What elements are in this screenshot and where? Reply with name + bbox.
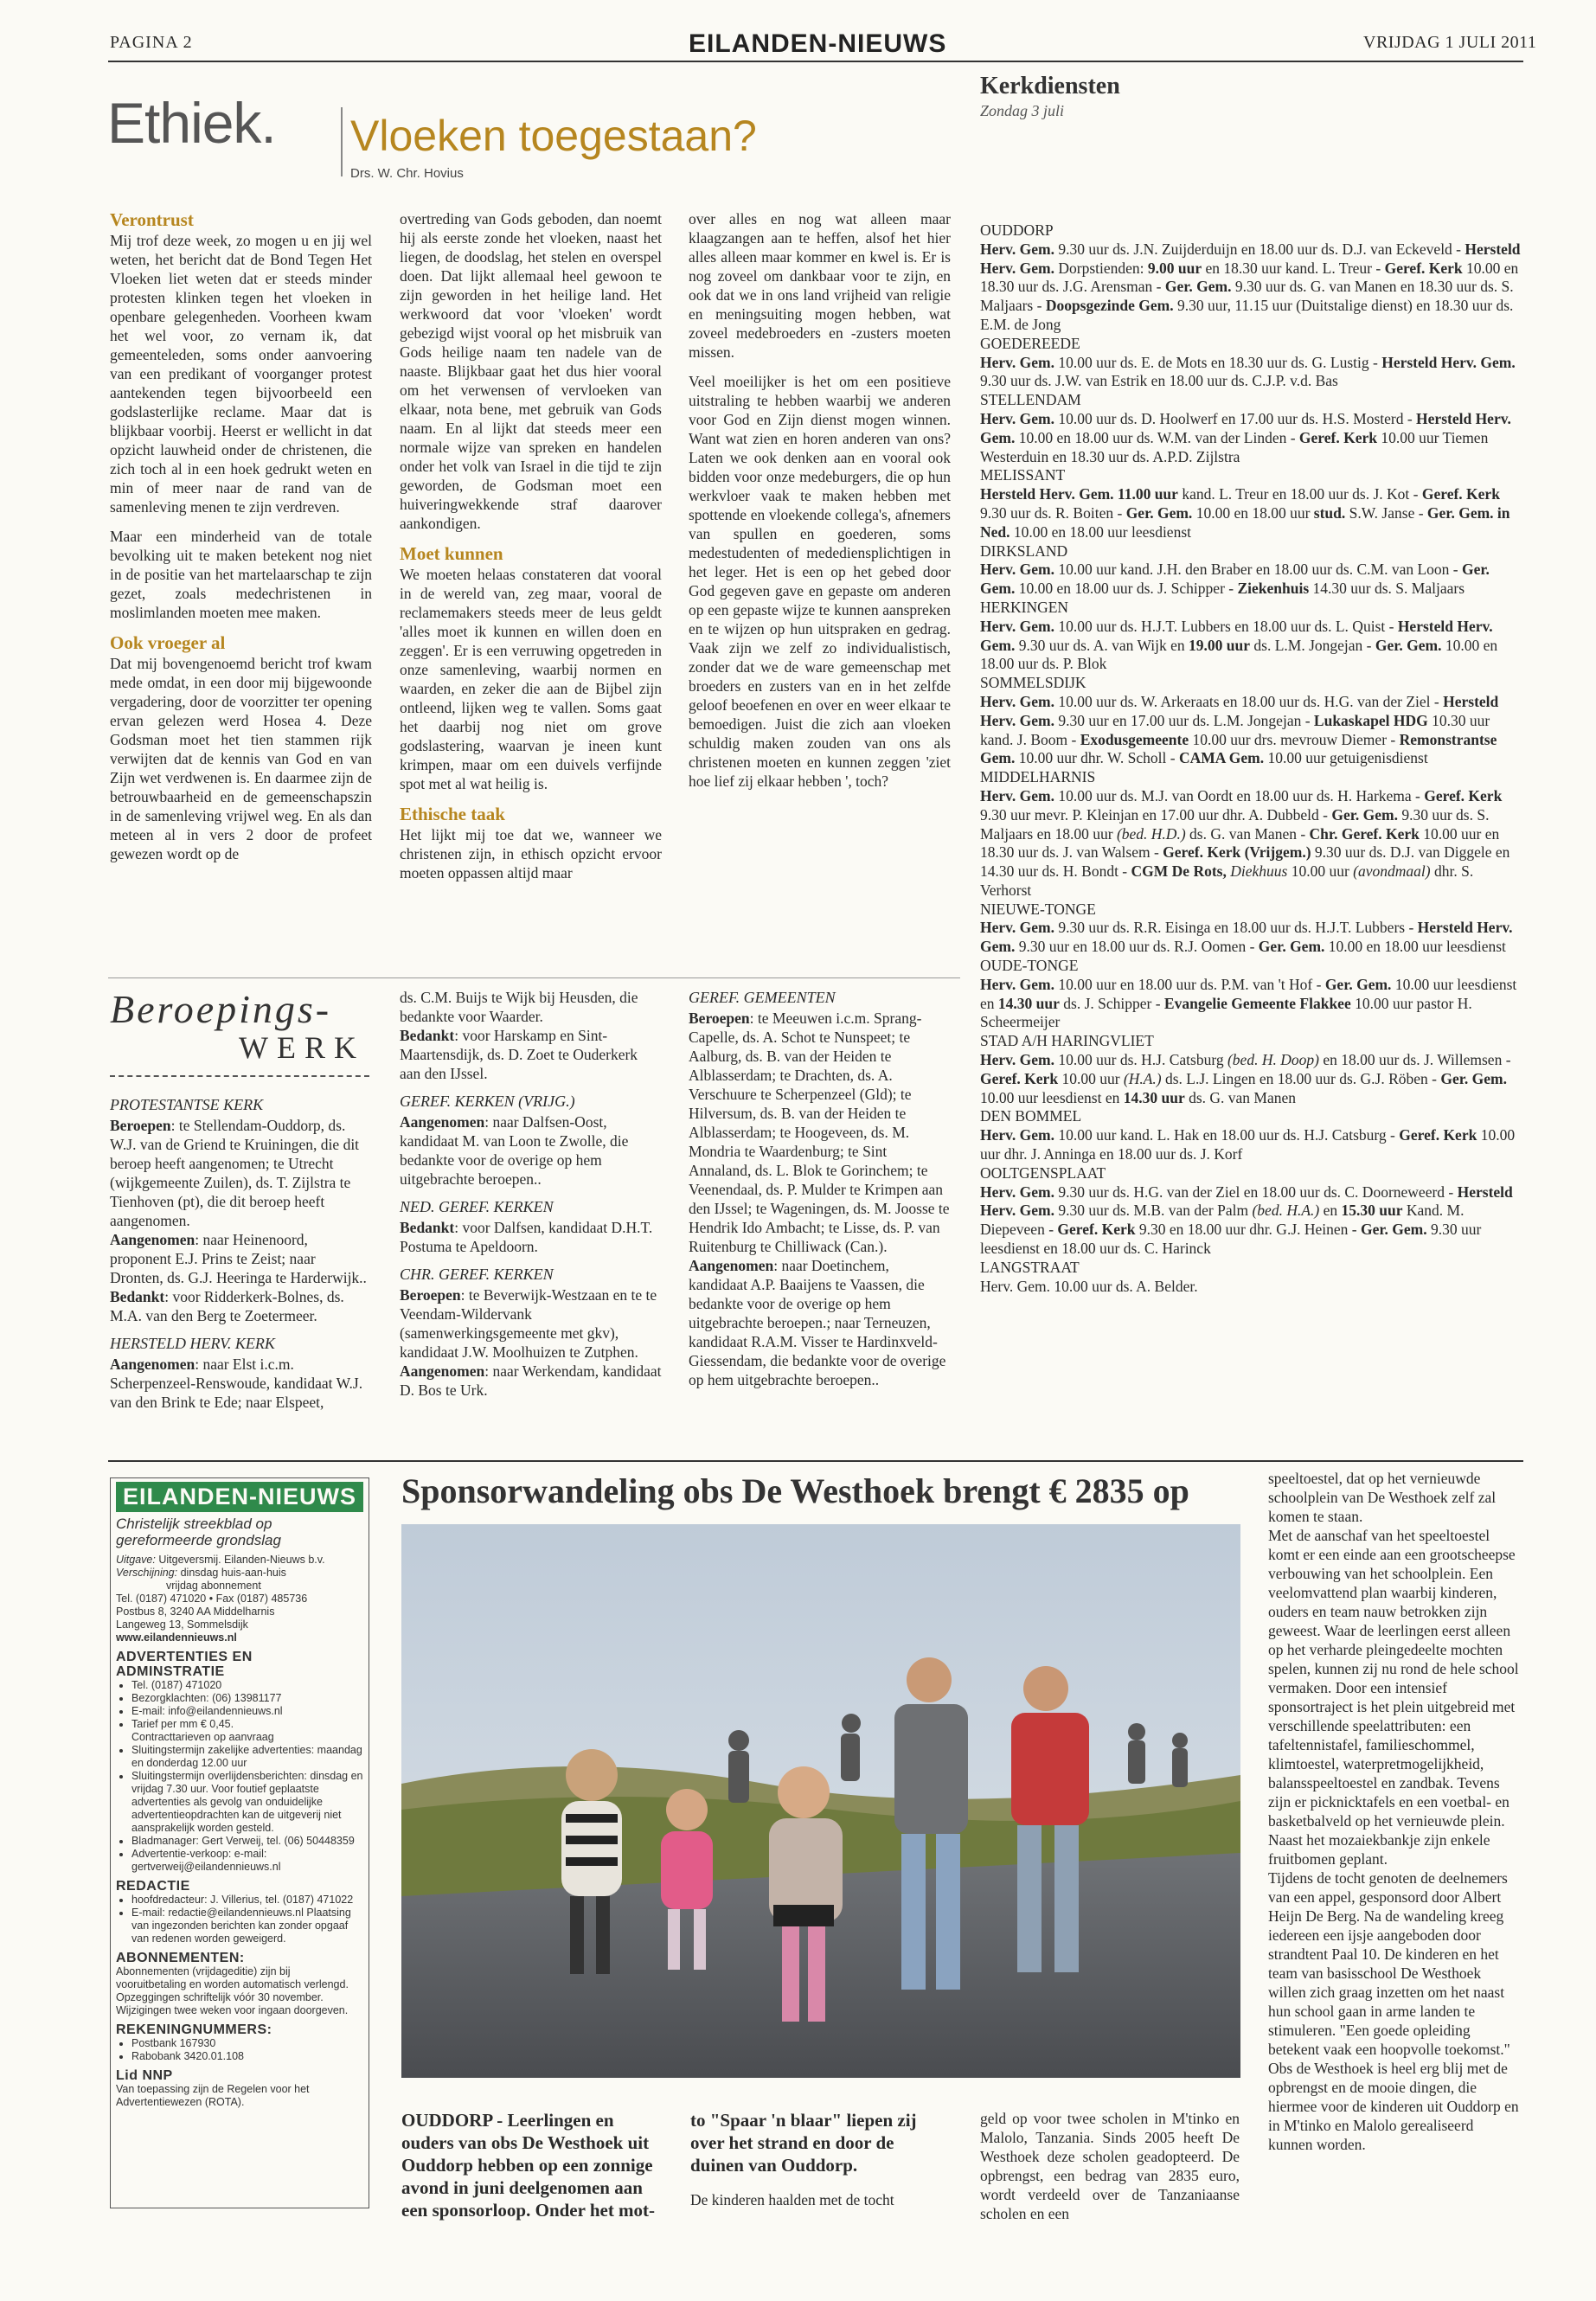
service-text: Kand. M. Diepeveen -	[980, 1202, 1465, 1239]
service-church: Lukaskapel HDG	[1313, 711, 1428, 729]
service-church: Geref. Kerk	[1424, 786, 1503, 804]
kerkdiensten-date: Zondag 3 juli	[980, 102, 1065, 119]
redactie-heading: REDACTIE	[116, 1879, 190, 1894]
service-text: 10.00 uur ds. E. de Mots en 18.30 uur ds. G. Lustig -	[1054, 353, 1382, 371]
kerk-services	[980, 354, 1522, 392]
service-text: STAD A/H HARINGVLIET	[980, 1032, 1154, 1050]
beroeping-entry	[400, 988, 662, 1026]
beroeping-text: : naar Dalfsen-Oost, kandidaat M. van Loon te Zwolle, die bedankte voor de overige op hem uitgebrachte beroepen..	[400, 1113, 629, 1188]
service-church: Geref. Kerk (Vrijgem.)	[1163, 843, 1311, 862]
redactie-item: • hoofdredacteur: J. Villerius, tel. (0187) 471022	[131, 1894, 363, 1907]
beroeping-entry	[110, 1355, 372, 1412]
service-text: 9.30 uur en 17.00 uur ds. L.M. Jongejan -	[1054, 711, 1314, 729]
kerk-place	[980, 335, 1522, 354]
service-text: 10.00 uur pastor H. Scheermeijer	[980, 994, 1472, 1031]
ethiek-bottom-rule	[108, 977, 960, 978]
service-text: 9.30 uur ds. G. van Manen en 18.30 uur ds. S. Maljaars -	[980, 278, 1514, 315]
colophon-box	[110, 1477, 369, 2208]
kerk-services	[980, 618, 1522, 674]
beroeping-label: Bedankt	[400, 1027, 455, 1044]
beroeping-entry	[400, 1026, 662, 1083]
service-text: DEN BOMMEL	[980, 1107, 1082, 1125]
service-text: OUDDORP	[980, 221, 1054, 239]
sponsor-body-start: De kinderen haalden met de tocht	[690, 2191, 894, 2208]
service-text: 9.30 uur ds. M.B. van der Palm	[1054, 1202, 1253, 1220]
service-church: Ger. Gem.	[980, 561, 1490, 598]
beroeping-label: Bedankt	[110, 1288, 165, 1305]
beroeping-text: : naar Elst i.c.m. Scherpenzeel-Renswoude, kandidaat W.J. van den Brink te Ede; naar Elspeet,	[110, 1356, 363, 1411]
beroeping-label: Beroepen	[400, 1286, 461, 1304]
service-text: 9.30 en 18.00 uur dhr. G.J. Heinen -	[1135, 1221, 1361, 1239]
kerk-services	[980, 976, 1522, 1032]
verschijning: Verschijning: dinsdag huis-aan-huis	[116, 1567, 286, 1579]
service-text: 9.30 uur ds. R. Boiten -	[980, 503, 1126, 522]
adv-item: • Tel. (0187) 471020	[131, 1679, 363, 1692]
service-text: 10.00 uur dhr. J. Anninga en 18.00 uur ds. J. Korf	[980, 1126, 1516, 1163]
service-text: 10.00 en 18.00 uur	[1192, 503, 1314, 522]
ethiek-subheading: Ethische taak	[400, 804, 505, 824]
service-text: 10.00 uur Tiemen Westerduin en 18.30 uur ds. A.P.D. Zijlstra	[980, 428, 1489, 465]
sponsor-column-4	[1268, 1469, 1521, 2154]
service-text: NIEUWE-TONGE	[980, 900, 1096, 918]
kerk-place	[980, 599, 1522, 618]
service-church: Ziekenhuis	[1237, 580, 1310, 598]
page-number: PAGINA 2	[110, 33, 193, 52]
service-text: 10.00 uur ds. W. Arkeraats en 18.00 uur ds. H.G. van der Ziel -	[1054, 692, 1444, 710]
service-text: 10.00 uur ds. M.J. van Oordt en 18.00 uur ds. H. Harkema -	[1054, 786, 1425, 804]
service-text: SOMMELSDIJK	[980, 674, 1086, 692]
beroeping-label: Bedankt	[400, 1219, 455, 1236]
ethiek-subheading: Ook vroeger al	[110, 632, 226, 653]
service-church: 14.30 uur	[1123, 1088, 1185, 1106]
church-heading: NED. GEREF. KERKEN	[400, 1198, 554, 1215]
service-text: en 18.00 uur ds. J. Willemsen -	[1318, 1051, 1511, 1069]
service-text: 10.00 uur leesdienst en	[980, 975, 1517, 1012]
service-text: 10.00 en 18.30 uur ds. J.G. Arensman -	[980, 259, 1519, 296]
service-text: 10.00 uur kand. J.H. den Braber en 18.00 uur ds. C.M. van Loon -	[1054, 561, 1462, 579]
service-text: LANGSTRAAT	[980, 1258, 1080, 1276]
title-divider	[341, 107, 343, 176]
article-author: Drs. W. Chr. Hovius	[350, 166, 464, 181]
adv-item: • E-mail: info@eilandennieuws.nl	[131, 1705, 363, 1718]
service-text: ds. G. van Manen -	[1185, 824, 1310, 843]
kerk-services	[980, 1126, 1522, 1164]
service-church: Herv. Gem.	[980, 1126, 1055, 1144]
service-church: Herv. Gem.	[980, 786, 1055, 804]
service-text: OUDE-TONGE	[980, 957, 1079, 975]
beroeping-entry	[400, 1362, 662, 1400]
kerk-services	[980, 485, 1522, 542]
service-church: 9.00 uur	[1147, 259, 1202, 277]
service-church: Geref. Kerk	[1057, 1221, 1136, 1239]
beroeping-text: : voor Harskamp en Sint-Maartensdijk, ds. D. Zoet te Ouderkerk aan den IJssel.	[400, 1027, 638, 1082]
sponsor-paragraph: Obs de Westhoek is heel erg blij met de opbrengst en de mooie dingen, die hiermee voor de kinderen uit Ouddorp en in M'tinko en Malolo gerealiseerd kunnen worden.	[1268, 2060, 1519, 2153]
service-text: 10.00 uur en 18.30 uur ds. J. van Walsem -	[980, 824, 1500, 862]
beroeping-entry	[400, 1285, 662, 1362]
service-text: 10.00 uur en 18.00 uur ds. P.M. van 't Hof -	[1054, 975, 1325, 993]
kerk-place	[980, 1259, 1522, 1278]
service-church: CGM De Rots,	[1131, 862, 1227, 881]
sponsor-paragraph: Tijdens de tocht genoten de deelnemers van een appel, gesponsord door Albert Heijn De Berg. Na de wandeling kreeg iedereen een ijsje aangeboden door strandtent Paal 10. De kinderen en het team van basisschool De Westhoek willen zich graag inzetten om het naast hun school gaan in arme landen te stimuleren. "Een goede opleiding betekent vaak een hoopvolle toekomst."	[1268, 1869, 1510, 2058]
beroeping-label: Aangenomen	[400, 1362, 485, 1380]
service-text: ds. G. van Manen	[1184, 1088, 1297, 1106]
tagline-line-2: gereformeerde grondslag	[116, 1532, 281, 1548]
colophon-details	[116, 1554, 363, 2109]
service-church: Herv. Gem.	[980, 409, 1055, 427]
beroeping-text: : te Beverwijk-Westzaan en te te Veendam-Wildervank (samenwerkingsgemeente met gkv), kandidaat J.W. Moolhuizen te Zutphen.	[400, 1286, 657, 1361]
service-text: en	[1319, 1202, 1342, 1220]
beroeping-label: Aangenomen	[400, 1113, 485, 1131]
beroeping-column-2	[400, 988, 662, 1400]
adv-item: • Advertentie-verkoop: e-mail: gertverweij@eilandennieuws.nl	[131, 1848, 363, 1874]
service-text: 9.30 uur ds. D.J. van Diggele en 14.30 uur ds. H. Bondt -	[980, 843, 1510, 881]
beroeping-label: Beroepen	[110, 1117, 171, 1134]
service-text: MELISSANT	[980, 466, 1066, 484]
service-text: 14.30 uur ds. S. Maljaars	[1309, 580, 1465, 598]
service-church: Hersteld Herv. Gem.	[980, 692, 1499, 729]
service-church: Hersteld Herv. Gem. 11.00 uur	[980, 485, 1178, 503]
service-church: 15.30 uur	[1341, 1202, 1403, 1220]
service-text: 9.30 uur ds. H.G. van der Ziel en 18.00 uur ds. C. Doorneweerd -	[1054, 1183, 1458, 1201]
rekening-list	[116, 2037, 363, 2063]
adv-list	[116, 1679, 363, 1874]
beroeping-label: Aangenomen	[110, 1356, 195, 1373]
beroeping-entry	[110, 1230, 372, 1287]
service-church: Herv. Gem.	[980, 353, 1055, 371]
verschijning-2: vrijdag abonnement	[166, 1580, 261, 1592]
beroeping-entry	[400, 1112, 662, 1189]
redactie-list	[116, 1894, 363, 1945]
service-text: 10.00 uur	[1058, 1069, 1124, 1087]
kerk-services	[980, 240, 1522, 335]
service-text: ds. L.M. Jongejan -	[1250, 636, 1375, 654]
service-text: Herv. Gem. 10.00 uur ds. A. Belder.	[980, 1277, 1198, 1295]
beroeping-text: : naar Doetinchem, kandidaat A.P. Baaijens te Vaassen, die bedankte voor de overige op hem uitgebrachte beroepen.; naar Terneuzen, kandidaat R.A.M. Visser te Hardinxveld-Giessendam, die bedankte voor de overige op hem uitgebrachte beroepen..	[689, 1257, 946, 1388]
phone-fax: Tel. (0187) 471020 • Fax (0187) 485736	[116, 1593, 308, 1605]
sponsor-paragraph: speeltoestel, dat op het vernieuwde schoolplein van De Westhoek zelf zal komen te staan.	[1268, 1470, 1497, 1525]
abonnementen-heading: ABONNEMENTEN:	[116, 1951, 245, 1965]
kerk-place	[980, 901, 1522, 920]
service-text: 10.00 en 18.00 uur leesdienst	[1324, 938, 1506, 956]
service-church: Geref. Kerk	[1298, 428, 1377, 446]
service-text: MIDDELHARNIS	[980, 768, 1096, 786]
kerk-services	[980, 919, 1522, 957]
beroeping-text: : naar Werkendam, kandidaat D. Bos te Urk.	[400, 1362, 662, 1399]
adv-item: • Sluitingstermijn overlijdensberichten: dinsdag en vrijdag 7.30 uur. Voor foutief geplaatste advertenties als gevolg van onduidelijke advertentieopdrachten kan de uitgeverij niet aansprakelijk worden gesteld.	[131, 1770, 363, 1835]
service-church: 19.00 uur	[1189, 636, 1251, 654]
abonnementen-text: Abonnementen (vrijdageditie) zijn bij vooruitbetaling en worden automatisch verlengd. Opzeggingen schriftelijk vóór 30 november. Wijzigingen twee weken voor ingaan doorgeven.	[116, 1965, 349, 2016]
colophon-logo: EILANDEN-NIEUWS	[116, 1482, 363, 1512]
beroeping-entry	[110, 1116, 372, 1230]
beroeping-text: : voor Ridderkerk-Bolnes, ds. M.A. van den Berg te Zoetermeer.	[110, 1288, 344, 1324]
service-church: Geref. Kerk	[1399, 1126, 1477, 1144]
church-heading: GEREF. KERKEN (VRIJG.)	[400, 1093, 575, 1110]
ethiek-subheading: Moet kunnen	[400, 543, 503, 564]
adv-contract-note: Contracttarieven op aanvraag	[131, 1731, 274, 1743]
service-text: 10.00 uur ds. D. Hoolwerf en 17.00 uur ds. H.S. Mosterd -	[1054, 409, 1417, 427]
beroepingswerk-title-werk: WERK	[239, 1030, 365, 1065]
service-church: Hersteld Herv. Gem.	[980, 1183, 1513, 1220]
beroeping-column-3	[689, 979, 951, 1389]
church-heading: PROTESTANTSE KERK	[110, 1096, 264, 1113]
ethiek-subheading: Verontrust	[110, 209, 194, 230]
service-text: kand. L. Treur en 18.00 uur ds. J. Kot -	[1177, 485, 1422, 503]
beroepingswerk-dash	[110, 1075, 369, 1077]
kerk-services	[980, 1278, 1522, 1297]
issue-date: VRIJDAG 1 JULI 2011	[1363, 33, 1537, 52]
website[interactable]: www.eilandennieuws.nl	[116, 1631, 237, 1644]
service-church: Ger. Gem.	[1375, 636, 1442, 654]
service-text: S.W. Janse -	[1345, 503, 1427, 522]
service-text: DIRKSLAND	[980, 542, 1068, 560]
service-church: Geref. Kerk	[1421, 485, 1500, 503]
church-heading: CHR. GEREF. KERKEN	[400, 1266, 554, 1283]
service-text: 10.00 uur ds. H.J.T. Lubbers en 18.00 uur ds. L. Quist -	[1054, 617, 1398, 635]
sponsor-photo	[401, 1524, 1240, 2078]
service-church: 14.30 uur	[997, 994, 1060, 1012]
beroeping-label: Aangenomen	[110, 1231, 195, 1248]
postbus: Postbus 8, 3240 AA Middelharnis	[116, 1606, 275, 1618]
service-church: Evangelie Gemeente Flakkee	[1163, 994, 1351, 1012]
sponsor-headline: Sponsorwandeling obs De Westhoek brengt € 2835 op	[401, 1471, 1189, 1510]
service-text: 9.30 uur leesdienst en 18.00 uur ds. C. Harinck	[980, 1221, 1482, 1258]
kerk-services	[980, 410, 1522, 466]
service-church: Remonstrantse Gem.	[980, 730, 1497, 767]
service-text: GOEDEREEDE	[980, 334, 1080, 352]
service-church: Doopsgezinde Gem.	[1045, 297, 1174, 315]
service-text: Dorpstienden:	[1054, 259, 1148, 277]
service-church: Ger. Gem.	[1125, 503, 1193, 522]
kerkdiensten-list	[980, 221, 1522, 1296]
service-church: Ger. Gem.	[1361, 1221, 1427, 1239]
kerk-place	[980, 1164, 1522, 1183]
church-heading: GEREF. GEMEENTEN	[689, 989, 836, 1006]
service-note: (H.A.)	[1123, 1069, 1162, 1087]
rekening-item: • Postbank 167930	[131, 2037, 363, 2050]
service-text: ds. L.J. Lingen en 18.00 uur ds. G.J. Röben -	[1161, 1069, 1441, 1087]
kerk-services	[980, 787, 1522, 901]
service-text: 10.00 uur getuigenisdienst	[1264, 749, 1428, 767]
kerk-place	[980, 768, 1522, 787]
sponsor-paragraph: Met de aanschaf van het speeltoestel komt er een einde aan een grootscheepse verbouwing van het schoolplein. Een veelomvattend plan waarbij kinderen, ouders en team nauw betrokken zijn geweest. Waar de leerlingen eerst alleen op het verharde pleingedeelte mochten spelen, kunnen zij nu rond de hele school vermaken. Door een intensief sponsortraject is het plein uitgebreid met verschillende speelattributen: een tafeltennistafel, familieschommel, klimtoestel, waterpretmogelijkheid, balansspeeltoestel en zandbak. Tevens zijn er picknicktafels en een voetbal- en basketbalveld op het vernieuwde plein. Naast het mozaiekbankje zijn enkele fruitbomen geplant.	[1268, 1527, 1519, 1868]
service-note: Diekhuus	[1226, 862, 1288, 881]
service-text: 10.00 uur kand. L. Hak en 18.00 uur ds. H.J. Catsburg -	[1054, 1126, 1400, 1144]
ethiek-paragraph: Mij trof deze week, zo mogen u en jij wel weten, het bericht dat de Bond Tegen Het Vloeken liet weten dat er steeds minder protesten klinken tegen het vloeken in openbare gelegenheden. Voorheen kwam het wel voor, zo vernam ik, dat gemeenteleden, soms onder aanvoering van een predikant of voorganger protest aantekenden tegen bijvoorbeeld een godslasterlijke reclame. Maar dat is blijkbaar voorbij. Heerst er wellicht in dat opzicht lauwheid onder de christenen, die zich toch al in een hoek gedrukt weten en min of meer naar de rand van de samenleving menen te zijn verdreven.	[110, 232, 372, 516]
ethiek-column-3	[689, 209, 951, 801]
section-title-ethiek: Ethiek.	[107, 91, 276, 155]
ethiek-paragraph: We moeten helaas constateren dat vooral in de wereld van, zeg maar, vooral de reclamemakers steeds meer de leus geldt 'alles moet ik kunnen en willen doen en zeggen'. Er is een verruwing opgetreden in onze samenleving, waarbij normen en waarden, en zeker die aan de Bijbel zijn ontleend, lijken weg te vallen. Soms gaat het daarbij nog niet om grove godslastering, waarvan je ineen kunt krimpen, maar om een duivels verfijnde spot met al wat heilig is.	[400, 566, 662, 792]
beroeping-label: Beroepen	[689, 1009, 750, 1027]
service-text: 9.30 uur ds. R.R. Eisinga en 18.00 uur ds. H.J.T. Lubbers -	[1054, 919, 1418, 937]
adv-item: • Tarief per mm € 0,45. Contracttarieven op aanvraag	[131, 1718, 363, 1744]
service-note: (bed. H.A.)	[1252, 1202, 1320, 1220]
uitgave: Uitgave: Uitgeversmij. Eilanden-Nieuws b.v.	[116, 1554, 325, 1566]
service-text: dhr. S. Verhorst	[980, 862, 1474, 899]
beroeping-text: : te Stellendam-Ouddorp, ds. W.J. van de Griend te Kruiningen, die dit beroep heeft aangenomen; te Utrecht (wijkgemeente Zuilen), ds. T. Zijlstra te Tienhoven (pt), die dit beroep heeft aangenomen.	[110, 1117, 360, 1229]
service-text: 9.30 uur ds. J.N. Zuijderduijn en 18.00 uur ds. D.J. van Eckeveld -	[1054, 240, 1465, 258]
beroeping-entry	[400, 1218, 662, 1256]
ethiek-column-2	[400, 209, 662, 893]
kerk-services	[980, 1183, 1522, 1259]
service-church: stud.	[1313, 503, 1346, 522]
service-church: Herv. Gem.	[980, 240, 1055, 258]
service-church: Ger. Gem.	[1258, 938, 1325, 956]
service-note: (avondmaal)	[1353, 862, 1431, 881]
adv-item: • Sluitingstermijn zakelijke advertenties: maandag en donderdag 12.00 uur	[131, 1744, 363, 1770]
service-text: 10.30 uur kand. J. Boom -	[980, 711, 1490, 748]
header-rule	[108, 61, 1523, 62]
beroeping-label: Aangenomen	[689, 1257, 774, 1274]
service-text: 10.00 uur leesdienst en	[980, 1088, 1124, 1106]
kerk-services	[980, 693, 1522, 768]
service-note: (bed. H.D.)	[1116, 824, 1186, 843]
church-heading: HERSTELD HERV. KERK	[110, 1335, 275, 1352]
adv-item: • Bladmanager: Gert Verweij, tel. (06) 50448359	[131, 1835, 363, 1848]
service-church: Hersteld Herv. Gem.	[980, 240, 1521, 277]
nnp-text: Van toepassing zijn de Regelen voor het Advertentiewezen (ROTA).	[116, 2083, 310, 2108]
service-church: Geref. Kerk	[980, 1069, 1059, 1087]
masthead-logo: EILANDEN-NIEUWS	[689, 29, 947, 58]
service-church: Geref. Kerk	[1384, 259, 1463, 277]
service-church: Exodusgemeente	[1080, 730, 1189, 748]
service-text: 9.30 uur mevr. P. Kleinjan en 17.00 uur dhr. A. Dubbeld -	[980, 805, 1332, 824]
service-text: 9.30 uur en 18.00 uur ds. R.J. Oomen -	[1015, 938, 1259, 956]
tagline-line-1: Christelijk streekblad op	[116, 1516, 272, 1532]
service-church: Herv. Gem.	[980, 561, 1055, 579]
kerk-place	[980, 391, 1522, 410]
adv-item: • Bezorgklachten: (06) 13981177	[131, 1692, 363, 1705]
beroepingswerk-title: Beroepings-	[110, 987, 332, 1031]
kerk-place	[980, 957, 1522, 976]
service-text: 10.00 en 18.00 uur ds. P. Blok	[980, 636, 1498, 673]
sponsor-column-3: geld op voor twee scholen in M'tinko en Malolo, Tanzania. Sinds 2005 heeft De Westhoek deze scholen geadopteerd. De opbrengst, een bedrag van 2835 euro, wordt verdeeld over de Tanzaniaanse scholen en een	[980, 2110, 1240, 2222]
service-text: 9.30 uur ds. A. van Wijk en	[1015, 636, 1189, 654]
beroeping-entry	[110, 1287, 372, 1325]
service-text: 10.00 en 18.00 uur leesdienst	[1010, 522, 1191, 541]
service-church: Ger. Gem.	[1440, 1069, 1508, 1087]
service-church: Hersteld Herv. Gem.	[980, 919, 1513, 956]
kerkdiensten-title: Kerkdiensten	[980, 73, 1120, 99]
beroeping-entry	[689, 1256, 951, 1389]
kerk-place	[980, 674, 1522, 693]
service-church: Herv. Gem.	[980, 1051, 1055, 1069]
rekening-heading: REKENINGNUMMERS:	[116, 2022, 272, 2037]
service-church: CAMA Gem.	[1178, 749, 1265, 767]
beroeping-column-1	[110, 1086, 372, 1412]
nnp-heading: Lid NNP	[116, 2068, 173, 2083]
address: Langeweg 13, Sommelsdijk	[116, 1618, 248, 1631]
beroeping-text: : naar Heinenoord, proponent E.J. Prins te Zeist; naar Dronten, ds. G.J. Heeringa te Harderwijk..	[110, 1231, 367, 1286]
service-church: Herv. Gem.	[980, 975, 1055, 993]
service-church: Ger. Gem.	[1164, 278, 1232, 296]
service-text: HERKINGEN	[980, 598, 1069, 616]
service-text: 9.30 uur ds. S. Maljaars en 18.00 uur	[980, 805, 1490, 843]
sponsor-lead-continued	[690, 2109, 950, 2209]
middle-rule	[108, 1460, 1523, 1462]
kerk-place	[980, 466, 1522, 485]
ethiek-paragraph: Veel moeilijker is het om een positieve uitstraling te hebben waarbij we anderen voor God en Zijn dienst mogen winnen. Want wat zien en horen anderen van ons? Laten we ook denken aan en vooral ook bidden voor onze medeburgers, die op hun werkvloer vaak te maken hebben met spottende en vloekende collega's, afnemers van spullen en goederen, soms medestudenten of medediensplichtigen in het leger. Het is een op het gebed door God gegeven gave en gepaste om anderen op een gepaste wijze te kunnen aanspreken en te wijzen op hun uitspraken en gedrag. Vaak zijn we zelf zo individualistisch, zonder dat we de ware gemeenschap met broeders en zusters van en in het zelfde geloof beoefenen en over en weer elkaar te bemoedigen. Juist die zich aan vloeken schuldig maken zouden van ons als christenen moeten en kunnen zeggen 'ziet hoe lief zij elkaar hebben ', toch?	[689, 373, 951, 790]
ethiek-paragraph: overtreding van Gods geboden, dan noemt hij als eerste zonde het vloeken, naast het liegen, de doodslag, het stelen en overspel doen. Dat lijkt allemaal heel gewoon te zijn geworden in het heilige land. Het werkwoord dat voor 'vloeken' wordt gebezigd wijst vooral op het misbruik van Gods heilige naam ten nadele van de naaste. Blijkbaar gaat het dus hier vooral om het verwensen of vervloeken van elkaar, nota bene, met gebruik van Gods naam. En al lijkt dat steeds meer een normale wijze van spreken en handelen onder het volk van Israel in die tijd te zijn geworden, de Godsman moet een huiveringwekkende straf daarover aankondigen.	[400, 210, 662, 532]
service-text: 10.00 uur	[1287, 862, 1354, 881]
service-church: Herv. Gem.	[980, 919, 1055, 937]
walkers-photo-illustration	[401, 1524, 1240, 2078]
service-text: 10.00 uur ds. H.J. Catsburg	[1054, 1051, 1227, 1069]
service-church: Ger. Gem. in Ned.	[980, 503, 1510, 541]
kerk-services	[980, 1032, 1522, 1051]
service-text: 10.00 uur dhr. W. Scholl -	[1015, 749, 1179, 767]
ethiek-paragraph: over alles en nog wat alleen maar klaagzangen aan te heffen, alsof het hier alles alleen maar kommer en kwel is. Er is nog zoveel om dankbaar voor te zijn, en ook dat we in ons land vrijheid van religie en meningsuiting mogen hebben, wat zoveel medebroeders en -zusters moeten missen.	[689, 210, 951, 361]
service-text: 10.00 en 18.00 uur ds. J. Schipper -	[1015, 580, 1238, 598]
ethiek-paragraph: Maar een minderheid van de totale bevolking uit te maken betekent nog niet in de positie van het martelaarschap te zijn gezet, zoals medechristenen in moslimlanden moeten mee maken.	[110, 528, 372, 621]
colophon-tagline	[116, 1516, 363, 1548]
kerk-place	[980, 1107, 1522, 1126]
service-text: OOLTGENSPLAAT	[980, 1163, 1106, 1182]
rekening-item: • Rabobank 3420.01.108	[131, 2050, 363, 2063]
service-text: 9.30 uur ds. J.W. van Estrik en 18.00 uur ds. C.J.P. v.d. Bas	[980, 372, 1338, 390]
service-church: Chr. Geref. Kerk	[1309, 824, 1420, 843]
beroeping-text: : voor Dalfsen, kandidaat D.H.T. Postuma te Apeldoorn.	[400, 1219, 653, 1255]
service-text: 9.30 uur, 11.15 uur (Duitstalige dienst) en 18.30 uur ds. E.M. de Jong	[980, 297, 1514, 333]
kerk-place	[980, 221, 1522, 240]
sponsor-lead: OUDDORP - Leerlingen en ouders van obs De Westhoek uit Ouddorp hebben op een zonnige avond in juni deelgenomen aan een sponsorloop. Onder het mot-	[401, 2110, 656, 2221]
service-church: Hersteld Herv. Gem.	[980, 617, 1493, 654]
beroeping-text: ds. C.M. Buijs te Wijk bij Heusden, die bedankte voor Waarder.	[400, 989, 638, 1025]
ethiek-column-1	[110, 209, 372, 874]
service-text: 10.00 en 18.00 uur ds. W.M. van der Linden -	[1015, 428, 1299, 446]
service-church: Ger. Gem.	[1331, 805, 1398, 824]
redactie-item: • E-mail: redactie@eilandennieuws.nl Plaatsing van ingezonden berichten kan zonder opgaaf van redenen worden geweigerd.	[131, 1907, 363, 1945]
service-note: (bed. H. Doop)	[1227, 1051, 1319, 1069]
service-text: ds. J. Schipper -	[1059, 994, 1164, 1012]
service-text: 10.00 uur drs. mevrouw Diemer -	[1189, 730, 1400, 748]
ethiek-paragraph: Dat mij bovengenoemd bericht trof kwam mede omdat, in een door mij bijgewoonde vergadering, door de voorzitter ter opening ervan gelezen werd Hosea 4. Deze Godsman moet het tien stammen rijk verwijten dat de kennis van God en van Zijn wet verdwenen is. En daarmee zijn de betrouwbaarheid en de gemeenschapszin in de samenleving vrijwel weg. En als dan meteen al in vers 2 door de profeet gewezen wordt op de	[110, 655, 372, 862]
ethiek-paragraph: Het lijkt mij toe dat we, wanneer we christenen zijn, in ethisch opzicht ervoor moeten oppassen altijd maar	[400, 826, 662, 881]
service-church: Hersteld Herv. Gem.	[980, 409, 1511, 446]
kerk-services	[980, 561, 1522, 599]
service-church: Ger. Gem.	[1324, 975, 1392, 993]
service-text: en 18.30 uur kand. L. Treur -	[1202, 259, 1385, 277]
service-church: Herv. Gem.	[980, 617, 1055, 635]
service-church: Herv. Gem.	[980, 692, 1055, 710]
kerk-place	[980, 542, 1522, 561]
service-church: Herv. Gem.	[980, 1183, 1055, 1201]
service-church: Hersteld Herv. Gem.	[1381, 353, 1516, 371]
article-headline: Vloeken toegestaan?	[350, 112, 757, 160]
adv-heading: ADVERTENTIES EN ADMINSTRATIE	[116, 1650, 253, 1679]
beroeping-text: : te Meeuwen i.c.m. Sprang-Capelle, ds. A. Schot te Nunspeet; te Aalburg, ds. B. van der Heiden te Alblasserdam; te Drachten, ds. A. Verschuure te Scherpenzeel (Gld); te Hilversum, ds. B. van der Heiden te Alblasserdam; te Hoogeveen, ds. M. Mondria te Waardenburg; te Sint Annaland, ds. L. Blok te Gorinchem; te Veenendaal, ds. P. Mulder te Krimpen aan den IJssel; te Wageningen, ds. M. Joosse te Hendrik Ido Ambacht; te Lisse, ds. P. van Ruitenburg te Chilliwack (Can.).	[689, 1009, 950, 1255]
beroeping-entry	[689, 1009, 951, 1256]
sponsor-lead-2: to "Spaar 'n blaar" liepen zij over het strand en door de duinen van Ouddorp.	[690, 2110, 917, 2176]
service-text: STELLENDAM	[980, 391, 1081, 409]
kerk-services	[980, 1051, 1522, 1107]
